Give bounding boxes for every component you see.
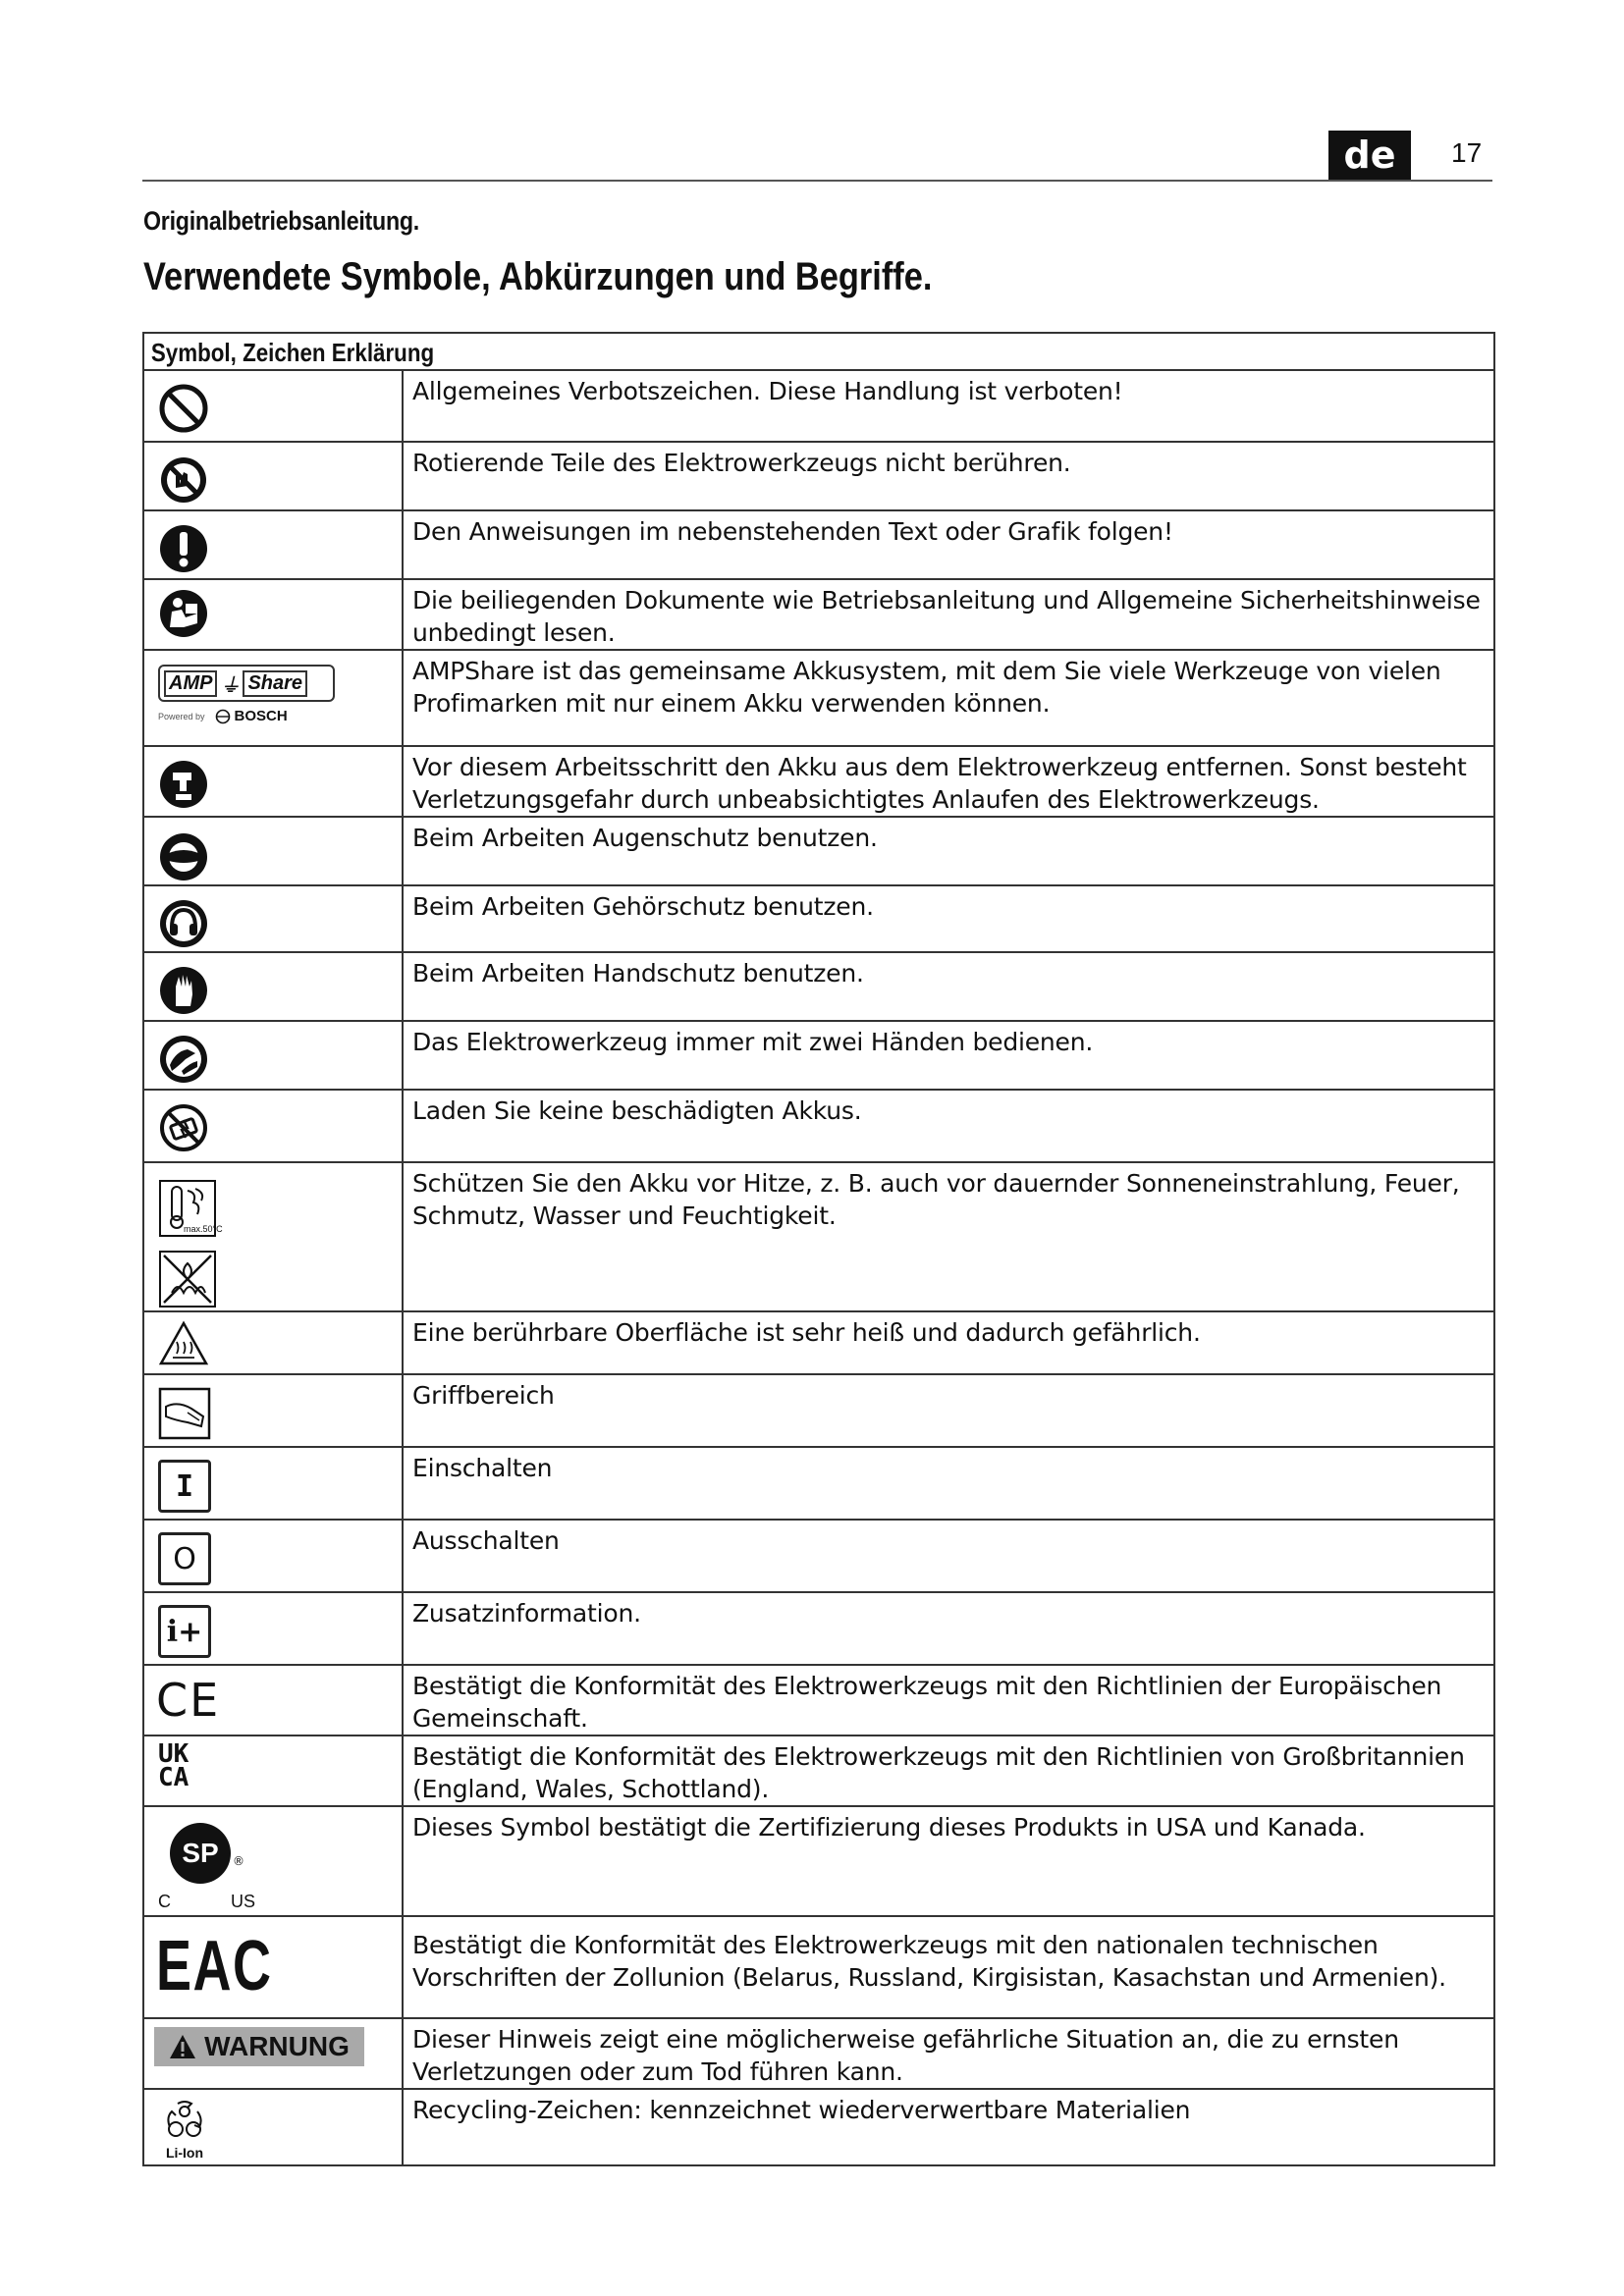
prohibition-icon [158,383,209,434]
explanation-cell: Allgemeines Verbotszeichen. Diese Handlung ist verboten! [403,370,1494,442]
explanation-cell: Zusatzinformation. [403,1592,1494,1665]
symbol-cell [143,1592,403,1665]
ukca-bottom: CA [158,1763,189,1792]
document-subtitle: Originalbetriebsanleitung. [143,206,420,236]
csa-right-label: US [231,1892,256,1911]
symbol-cell [143,1374,403,1447]
ampshare-caption: Powered by [158,711,205,721]
ampshare-logo [158,665,335,724]
symbol-cell [143,510,403,579]
symbol-cell [143,746,403,817]
table-row [143,579,1494,650]
ampshare-share-label: Share [243,670,307,697]
explanation-cell: Dieses Symbol bestätigt die Zertifizierung dieses Produkts in USA und Kanada. [403,1806,1494,1916]
table-row [143,2089,1494,2165]
table-row [143,2018,1494,2089]
explanation-cell: Schützen Sie den Akku vor Hitze, z. B. auch vor dauernder Sonneneinstrahlung, Feuer, Schmutz, Wasser und Feuchtigkeit. [403,1162,1494,1311]
explanation-cell: Recycling-Zeichen: kennzeichnet wiederverwertbare Materialien [403,2089,1494,2165]
symbol-cell [143,1806,403,1916]
temperature-label: max.50°C [184,1224,223,1234]
table-row [143,817,1494,885]
table-row [143,442,1494,510]
bosch-brand [215,708,288,724]
no-touch-rotating-icon [158,454,209,506]
eye-protection-icon [158,831,209,882]
recycling-icon [158,2098,211,2161]
explanation-cell: AMPShare ist das gemeinsame Akkusystem, mit dem Sie viele Werkzeuge von vielen Profimarken mit nur einem Akku verwenden können. [403,650,1494,746]
recycling-caption: Li-Ion [165,2145,204,2161]
language-badge: de [1328,131,1411,180]
table-row [143,1665,1494,1735]
two-hands-icon [158,1034,209,1085]
symbol-cell [143,442,403,510]
symbol-cell [143,1162,403,1311]
explanation-cell: Beim Arbeiten Handschutz benutzen. [403,952,1494,1021]
table-row [143,1311,1494,1374]
explanation-cell: Einschalten [403,1447,1494,1520]
ampshare-amp-label: AMP [164,670,217,697]
plug-icon: ⏚ [220,674,241,697]
power-on-icon [158,1460,211,1513]
info-icon [158,1605,211,1658]
table-header-row [143,333,1494,370]
symbol-cell [143,579,403,650]
no-damaged-battery-icon [158,1102,209,1153]
explanation-cell: Das Elektrowerkzeug immer mit zwei Händen bedienen. [403,1021,1494,1090]
symbol-cell [143,1735,403,1806]
symbol-cell [143,1916,403,2018]
symbols-table [142,332,1495,2166]
hot-surface-icon [158,1320,209,1367]
info-symbol: i+ [166,1614,203,1649]
exclamation-icon [158,523,209,574]
csa-left-label: C [158,1892,171,1911]
power-on-symbol: I [175,1468,194,1504]
symbol-cell [143,1021,403,1090]
symbol-cell [143,2018,403,2089]
ear-protection-icon [158,898,209,949]
table-row [143,1374,1494,1447]
header-rule [142,180,1492,182]
table-row [143,952,1494,1021]
page-title: Verwendete Symbole, Abkürzungen und Begriffe. [143,255,933,298]
table-header-label: Symbol, Zeichen Erklärung [150,338,435,367]
symbol-cell [143,1665,403,1735]
table-row [143,1592,1494,1665]
bosch-logo-icon [215,709,231,724]
symbol-cell [143,1447,403,1520]
explanation-cell: Die beiliegenden Dokumente wie Betriebsanleitung und Allgemeine Sicherheitshinweise unbedingt lesen. [403,579,1494,650]
csa-mark-icon [158,1821,266,1913]
recycling-arrows-icon [162,2098,207,2143]
explanation-cell: Den Anweisungen im nebenstehenden Text oder Grafik folgen! [403,510,1494,579]
symbol-cell [143,1520,403,1592]
table-row [143,1806,1494,1916]
explanation-cell: Beim Arbeiten Gehörschutz benutzen. [403,885,1494,952]
page-number: 17 [1451,137,1483,168]
table-row [143,885,1494,952]
table-row [143,1447,1494,1520]
ukca-top: UK [158,1739,189,1769]
warning-badge [154,2027,364,2066]
csa-registered: ® [233,1854,244,1868]
symbol-cell [143,2089,403,2165]
explanation-cell: Bestätigt die Konformität des Elektrowerkzeugs mit den nationalen technischen Vorschriften der Zollunion (Belarus, Russland, Kirgisistan, Kasachstan und Armenien). [403,1916,1494,2018]
grip-area-icon [158,1387,211,1440]
remove-battery-icon [158,759,209,810]
explanation-cell: Vor diesem Arbeitsschritt den Akku aus dem Elektrowerkzeug entfernen. Sonst besteht Verletzungsgefahr durch unbeabsichtigtes Anlaufen des Elektrowerkzeugs. [403,746,1494,817]
table-row [143,746,1494,817]
symbol-cell [143,370,403,442]
power-off-symbol: O [173,1541,196,1576]
table-row [143,370,1494,442]
read-manual-icon [158,588,209,639]
explanation-cell: Bestätigt die Konformität des Elektrowerkzeugs mit den Richtlinien der Europäischen Gemeinschaft. [403,1665,1494,1735]
symbol-cell [143,885,403,952]
csa-symbol: SP [182,1838,219,1868]
bosch-label: BOSCH [234,708,288,724]
symbol-cell [143,817,403,885]
symbol-cell [143,1090,403,1162]
explanation-cell: Beim Arbeiten Augenschutz benutzen. [403,817,1494,885]
explanation-cell: Bestätigt die Konformität des Elektrowerkzeugs mit den Richtlinien von Großbritannien (England, Wales, Schottland). [403,1735,1494,1806]
table-row [143,1021,1494,1090]
table-row [143,510,1494,579]
eac-mark-icon [156,1927,341,2005]
table-row [143,1520,1494,1592]
explanation-cell: Griffbereich [403,1374,1494,1447]
explanation-cell: Dieser Hinweis zeigt eine möglicherweise gefährliche Situation an, die zu ernsten Verletzungen oder zum Tod führen kann. [403,2018,1494,2089]
explanation-cell: Rotierende Teile des Elektrowerkzeugs nicht berühren. [403,442,1494,510]
no-water-fire-icon [158,1250,217,1308]
ce-symbol: CE [156,1674,221,1727]
explanation-cell: Eine berührbare Oberfläche ist sehr heiß und dadurch gefährlich. [403,1311,1494,1374]
power-off-icon [158,1532,211,1585]
table-row [143,650,1494,746]
explanation-cell: Ausschalten [403,1520,1494,1592]
table-header-cell [143,333,1494,370]
ukca-mark-icon [158,1739,402,1792]
table-row [143,1916,1494,2018]
symbol-cell [143,952,403,1021]
table-row [143,1162,1494,1311]
warning-label: WARNUNG [204,2031,350,2061]
symbol-cell [143,650,403,746]
symbol-cell [143,1311,403,1374]
table-row [143,1090,1494,1162]
explanation-cell: Laden Sie keine beschädigten Akkus. [403,1090,1494,1162]
warning-triangle-icon [169,2034,196,2059]
table-row [143,1735,1494,1806]
eac-symbol: EAC [156,1927,273,2005]
ce-mark-icon [156,1676,402,1725]
gloves-icon [158,965,209,1016]
